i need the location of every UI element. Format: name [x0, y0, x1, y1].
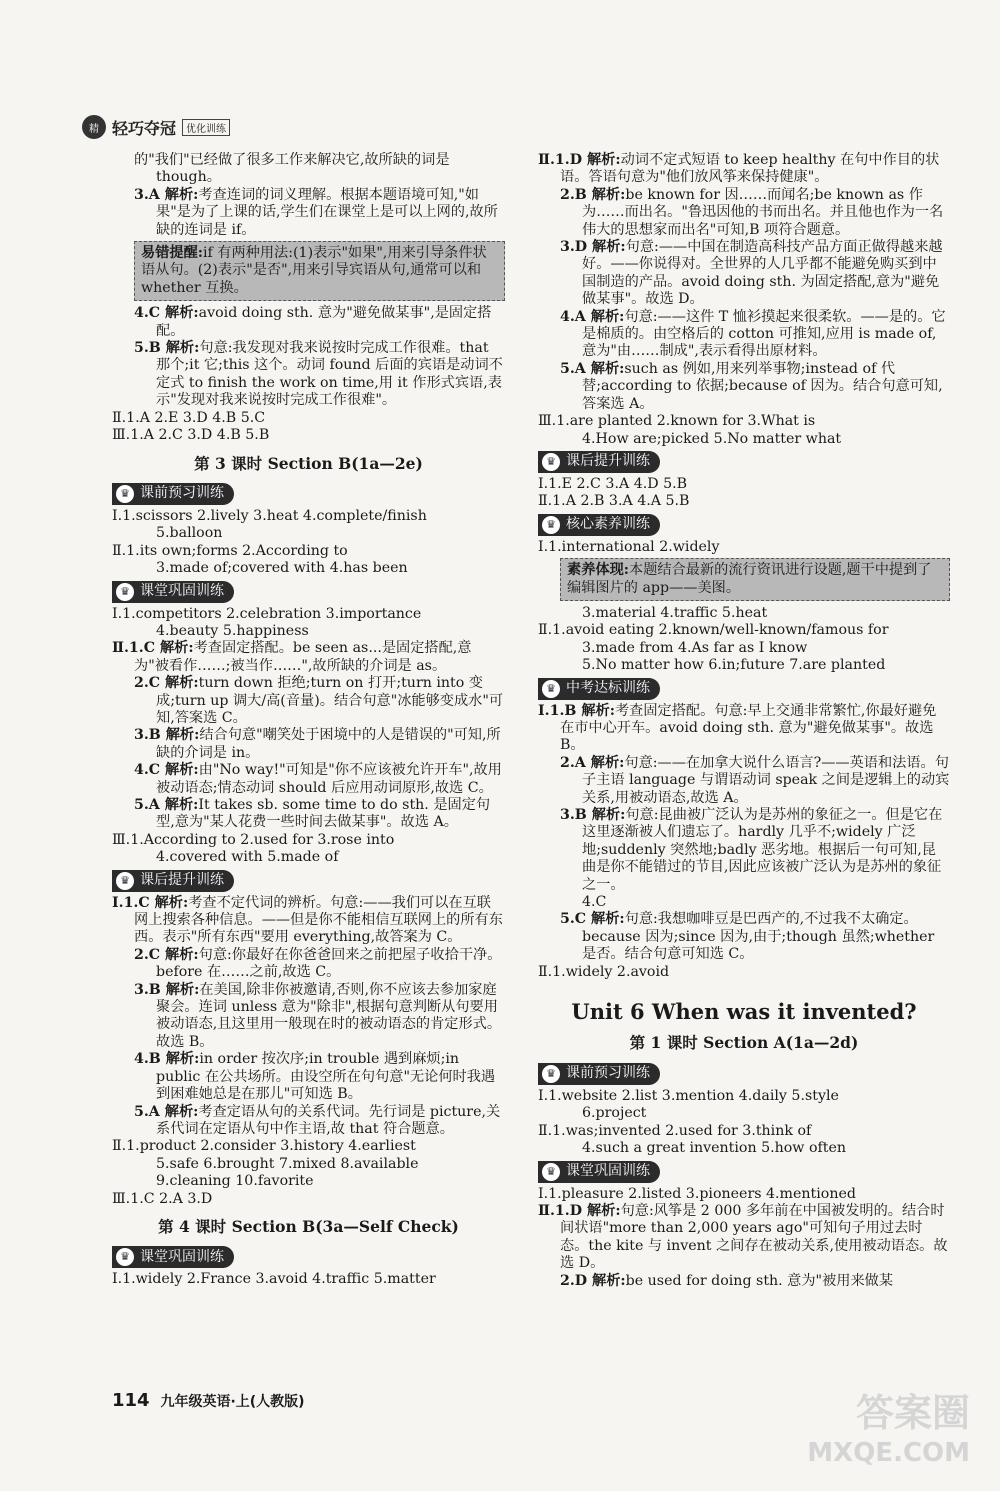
logo-subtitle: 优化训练 — [182, 119, 230, 136]
answer-line — [112, 947, 505, 982]
answer-line — [538, 1203, 950, 1273]
answer-text: be used for doing sth. 意为"被用来做某 — [625, 1272, 894, 1289]
answer-text: 考查连词的词义理解。根据本题语境可知,"如果"是为了上课的话,学生们在课堂上是可以上网的,故所缺的连词是 if。 — [156, 186, 498, 238]
tip-text: if 有两种用法:(1)表示"如果",用来引导条件状语从句。(2)表示"是否",用来引导宾语从句,通常可以和 whether 互换。 — [141, 245, 487, 296]
answer-line — [538, 622, 950, 639]
answer-text: Ⅲ.1.are planted 2.known for 3.What is — [538, 413, 816, 430]
watermark-text: 答案圈 — [855, 1391, 970, 1435]
answer-text: Ⅱ.1.its own;forms 2.According to — [112, 542, 348, 559]
crown-icon: ♛ — [542, 680, 560, 698]
answer-line — [112, 640, 505, 675]
crown-icon: ♛ — [116, 1248, 134, 1266]
tip-box — [134, 241, 505, 301]
answer-text: 动词不定式短语 to keep healthy 在句中作目的状语。答语句意为"他们放风筝来保持健康"。 — [560, 152, 940, 186]
answer-line — [538, 1140, 950, 1157]
section-banner — [112, 870, 234, 892]
answer-text: 由"No way!"可知是"你不应该被允许开车",故用被动语态;情态动词 should 后应用动词原形,故选 C。 — [156, 762, 502, 796]
answer-text: Ⅰ.1.pleasure 2.listed 3.pioneers 4.mentioned — [538, 1185, 856, 1202]
answer-key: 4.C 解析: — [134, 762, 199, 779]
watermark-logo — [807, 1393, 970, 1473]
answer-line — [112, 560, 505, 577]
answer-text: 句意:——在加拿大说什么语言?——英语和法语。句子主语 language 与谓语动词 speak 之间是逻辑上的动宾关系,用被动语态,故选 A。 — [582, 754, 950, 806]
answer-text: be known for 因……而闻名;be known as 作为……而出名。"鲁迅因他的书而出名。并且他也作为一名伟大的思想家而出名"可知,B 项符合题意。 — [582, 186, 944, 238]
answer-line — [112, 1173, 505, 1190]
brand-logo — [82, 115, 230, 139]
right-column — [538, 152, 950, 1290]
answer-line — [538, 493, 950, 510]
answer-key: 3.B 解析: — [560, 807, 626, 823]
answer-key: 5.A 解析: — [134, 797, 199, 813]
answer-line — [112, 849, 505, 866]
section-banner-label: 课后提升训练 — [566, 453, 650, 470]
section-banner — [112, 581, 234, 603]
section-banner-label: 课堂巩固训练 — [140, 582, 224, 599]
answer-key: 5.A 解析: — [560, 360, 625, 377]
answer-text: Ⅰ.1.competitors 2.celebration 3.importance — [112, 605, 422, 622]
answer-line — [538, 539, 950, 556]
answer-text: Ⅱ.1.avoid eating 2.known/well-known/famous for — [538, 622, 889, 639]
answer-text: turn down 拒绝;turn on 打开;turn into 变成;turn up 调大/高(音量)。结合句意"冰能够变成水"可知,答案选 C。 — [156, 675, 504, 726]
answer-key: 3.A 解析: — [134, 186, 199, 203]
answer-key: Ⅱ.1.C 解析: — [112, 640, 194, 657]
answer-key: 4.B 解析: — [134, 1051, 200, 1068]
answer-text: 4.such a great invention 5.how often — [582, 1140, 846, 1157]
answer-line — [112, 508, 505, 525]
answer-line — [538, 1088, 950, 1105]
crown-icon: ♛ — [116, 583, 134, 601]
answer-text: Ⅲ.1.According to 2.used for 3.rose into — [112, 831, 395, 848]
answer-line — [538, 152, 950, 187]
crown-icon: ♛ — [542, 1163, 560, 1181]
section-banner-label: 课前预习训练 — [140, 485, 224, 502]
crown-icon: ♛ — [116, 872, 134, 890]
section-banner — [538, 451, 660, 473]
answer-line — [112, 1051, 505, 1103]
answer-key: Ⅱ.1.D 解析: — [538, 152, 621, 168]
answer-line — [538, 239, 950, 309]
answer-line — [538, 964, 950, 981]
answer-line — [112, 1191, 505, 1208]
answer-line — [112, 1271, 505, 1288]
answer-line — [538, 657, 950, 674]
answer-text: 3.made from 4.As far as I know — [582, 639, 808, 656]
answer-text: Ⅱ.1.widely 2.avoid — [538, 963, 670, 980]
answer-key: Ⅱ.1.D 解析: — [538, 1202, 621, 1219]
answer-line — [538, 1273, 950, 1290]
answer-line — [112, 1138, 505, 1155]
section-banner-label: 中考达标训练 — [566, 679, 650, 696]
section-banner-label: 核心素养训练 — [566, 516, 650, 533]
page-header — [82, 112, 230, 142]
answer-line — [112, 525, 505, 542]
answer-line — [112, 152, 505, 187]
answer-text: 3.made of;covered with 4.has been — [156, 560, 408, 577]
answer-text: Ⅰ.1.international 2.widely — [538, 538, 720, 555]
answer-text: 句意:我想咖啡豆是巴西产的,不过我不太确定。because 因为;since 因为,由于;though 虽然;whether 是否。结合句意可知选 C。 — [582, 911, 935, 963]
page-number: 114 — [112, 1390, 150, 1411]
answer-key: 3.B 解析: — [134, 727, 200, 744]
answer-text: 4.covered with 5.made of — [156, 849, 339, 866]
answer-key: 3.B 解析: — [134, 981, 200, 998]
answer-key: 5.C 解析: — [560, 911, 625, 928]
answer-text: 考查定语从句的关系代词。先行词是 picture,关系代词在定语从句中作主语,故 that 符合题意。 — [156, 1103, 501, 1137]
answer-line — [538, 413, 950, 430]
section-banner — [538, 678, 660, 700]
answer-text: 句意:我发现对我来说按时完成工作很难。that 那个;it 它;this 这个。动词 found 后面的宾语是动词不定式 to finish the work on time,用 it 作形式宾语,表示"发现对我来说按时完成工作很难"。 — [156, 340, 503, 409]
section-banner-label: 课前预习训练 — [566, 1065, 650, 1082]
answer-line — [538, 640, 950, 657]
answer-text: Ⅲ.1.C 2.A 3.D — [112, 1190, 213, 1207]
answer-text: 句意:——中国在制造高科技产品方面正做得越来越好。——你说得对。全世界的人几乎都不能避免购买到中国制造的产品。avoid doing sth. 为固定搭配,意为"避免做某事"。故选 D。 — [582, 239, 943, 308]
answer-text: Ⅰ.1.E 2.C 3.A 4.D 5.B — [538, 475, 688, 492]
section-banner-label: 课堂巩固训练 — [140, 1248, 224, 1265]
answer-line — [112, 895, 505, 947]
crown-icon: ♛ — [116, 485, 134, 503]
answer-line — [538, 309, 950, 361]
answer-line — [538, 911, 950, 963]
answer-key: 2.C 解析: — [134, 946, 199, 963]
answer-text: in order 按次序;in trouble 遇到麻烦;in public 在公共场所。由设空所在句句意"无论何时我遇到困难她总是在那儿"可知选 B。 — [156, 1051, 496, 1103]
answer-line — [112, 727, 505, 762]
answer-text: Ⅱ.1.A 2.B 3.A 4.A 5.B — [538, 493, 690, 510]
answer-text: 考查固定搭配。be seen as...是固定搭配,意为"被看作……;被当作……",故所缺的介词是 as。 — [134, 640, 472, 674]
answer-text: 4.C — [582, 894, 607, 911]
answer-line — [538, 431, 950, 448]
logo-text: 轻巧夺冠 — [112, 118, 177, 138]
answer-text: Ⅰ.1.scissors 2.lively 3.heat 4.complete/finish — [112, 507, 427, 524]
lesson-title: 第 1 课时 Section A(1a—2d) — [629, 1033, 859, 1053]
tip-label: 易错提醒: — [141, 245, 203, 262]
answer-text: 句意:——这件 T 恤衫摸起来很柔软。——是的。它是棉质的。由空格后的 cotton 可推知,应用 is made of,意为"由……制成",表示看得出原材料。 — [582, 308, 946, 360]
answer-line — [112, 982, 505, 1052]
answer-line — [538, 605, 950, 622]
answer-line — [538, 1105, 950, 1122]
answer-text: 4.How are;picked 5.No matter what — [582, 430, 842, 447]
section-banner — [112, 1246, 234, 1268]
answer-text: Ⅱ.1.A 2.E 3.D 4.B 5.C — [112, 409, 266, 426]
answer-line — [112, 623, 505, 640]
answer-text: 3.material 4.traffic 5.heat — [582, 604, 768, 621]
answer-text: 的"我们"已经做了很多工作来解决它,故所缺的词是 though。 — [134, 152, 450, 186]
unit-title: Unit 6 When was it invented? — [571, 999, 917, 1025]
crown-icon: ♛ — [542, 453, 560, 471]
answer-key: 2.A 解析: — [560, 754, 625, 771]
answer-key: 4.A 解析: — [560, 308, 625, 325]
answer-text: Ⅰ.1.widely 2.France 3.avoid 4.traffic 5.matter — [112, 1271, 436, 1288]
answer-key: 5.A 解析: — [134, 1103, 199, 1120]
answer-line — [538, 1186, 950, 1203]
answer-key: Ⅰ.1.C 解析: — [112, 894, 189, 911]
answer-key: 2.B 解析: — [560, 186, 626, 203]
lesson-title: 第 4 课时 Section B(3a—Self Check) — [158, 1216, 459, 1236]
answer-key: 4.C 解析: — [134, 305, 199, 322]
answer-text: Ⅰ.1.website 2.list 3.mention 4.daily 5.style — [538, 1087, 839, 1104]
tip-label: 素养体现: — [567, 562, 629, 579]
answer-key: Ⅰ.1.B 解析: — [538, 702, 615, 719]
answer-key: 2.D 解析: — [560, 1272, 626, 1289]
answer-line — [112, 340, 505, 410]
answer-line — [112, 1104, 505, 1139]
logo-badge-icon: 精 — [82, 115, 106, 139]
answer-line — [112, 543, 505, 560]
answer-text: 考查不定代词的辨析。句意:——我们可以在互联网上搜索各种信息。——但是你不能相信互联网上的所有东西。表示"所有东西"要用 everything,故答案为 C。 — [134, 894, 503, 946]
answer-line — [112, 606, 505, 623]
answer-line — [112, 427, 505, 444]
answer-text: 5.safe 6.brought 7.mixed 8.available — [156, 1155, 419, 1172]
answer-line — [538, 807, 950, 894]
page-footer — [112, 1390, 305, 1411]
tip-box — [560, 558, 950, 601]
left-column — [112, 152, 505, 1289]
answer-line — [112, 187, 505, 239]
answer-key: 5.B 解析: — [134, 340, 200, 357]
answer-line — [112, 832, 505, 849]
answer-text: 句意:风筝是 2 000 多年前在中国被发明的。结合时间状语"more than 2,000 years ago"可知句子用过去时态。the kite 与 invent 之间存在被动关系,使用被动语态。故选 D。 — [560, 1202, 948, 1272]
answer-line — [538, 187, 950, 239]
watermark-url: MXQE.COM — [807, 1438, 970, 1468]
section-banner-label: 课堂巩固训练 — [566, 1162, 650, 1179]
answer-text: 考查固定搭配。句意:早上交通非常繁忙,你最好避免在市中心开车。avoid doing sth. 意为"避免做某事"。故选 B。 — [560, 702, 937, 754]
crown-icon: ♛ — [542, 516, 560, 534]
answer-line — [538, 894, 950, 911]
answer-key: 3.D 解析: — [560, 239, 626, 256]
answer-text: 4.beauty 5.happiness — [156, 622, 309, 639]
book-title: 九年级英语·上(人教版) — [160, 1394, 305, 1410]
answer-text: It takes sb. some time to do sth. 是固定句型,意为"某人花费一些时间去做某事"。故选 A。 — [156, 797, 491, 831]
answer-line — [112, 305, 505, 340]
answer-line — [538, 361, 950, 413]
answer-line — [112, 762, 505, 797]
answer-text: 6.project — [582, 1105, 647, 1122]
answer-line — [538, 476, 950, 493]
answer-text: 在美国,除非你被邀请,否则,你不应该去参加家庭聚会。连词 unless 意为"除非",根据句意判断从句要用被动语态,且这里用一般现在时的被动语态的肯定形式。故选 B。 — [156, 981, 502, 1050]
tip-text: 本题结合最新的流行资讯进行设题,题干中提到了编辑图片的 app——美图。 — [567, 562, 932, 596]
answer-line — [538, 1123, 950, 1140]
answer-line — [538, 703, 950, 755]
answer-line — [538, 755, 950, 807]
answer-text: 5.balloon — [156, 525, 223, 542]
answer-line — [112, 410, 505, 427]
answer-text: such as 例如,用来列举事物;instead of 代替;according to 依据;because of 因为。结合句意可知,答案选 A。 — [582, 360, 943, 412]
section-banner — [112, 483, 234, 505]
lesson-title: 第 3 课时 Section B(1a—2e) — [194, 453, 423, 473]
answer-text: 句意:昆曲被广泛认为是苏州的象征之一。但是它在这里逐渐被人们遗忘了。hardly 几乎不;widely 广泛地;suddenly 突然地;badly 恶劣地。根据后一句可知,昆曲是你不能错过的节目,因此应该被广泛认为是苏州的象征之一。 — [582, 807, 943, 893]
answer-text: Ⅱ.1.was;invented 2.used for 3.think of — [538, 1122, 812, 1139]
section-banner — [538, 514, 660, 536]
answer-line — [112, 1156, 505, 1173]
section-banner — [538, 1063, 660, 1085]
crown-icon: ♛ — [542, 1065, 560, 1083]
answer-text: 句意:你最好在你爸爸回来之前把屋子收拾干净。before 在……之前,故选 C。 — [156, 946, 502, 981]
answer-text: Ⅲ.1.A 2.C 3.D 4.B 5.B — [112, 427, 270, 444]
answer-text: 5.No matter how 6.in;future 7.are planted — [582, 657, 886, 674]
answer-text: avoid doing sth. 意为"避免做某事",是固定搭配。 — [156, 305, 492, 339]
answer-text: 9.cleaning 10.favorite — [156, 1173, 314, 1190]
answer-line — [112, 797, 505, 832]
section-banner-label: 课后提升训练 — [140, 871, 224, 888]
section-banner — [538, 1161, 660, 1183]
answer-line — [112, 675, 505, 727]
answer-key: 2.C 解析: — [134, 675, 199, 692]
answer-text: Ⅱ.1.product 2.consider 3.history 4.earliest — [112, 1138, 416, 1155]
answer-text: 结合句意"嘲笑处于困境中的人是错误的"可知,所缺的介词是 in。 — [156, 727, 501, 761]
